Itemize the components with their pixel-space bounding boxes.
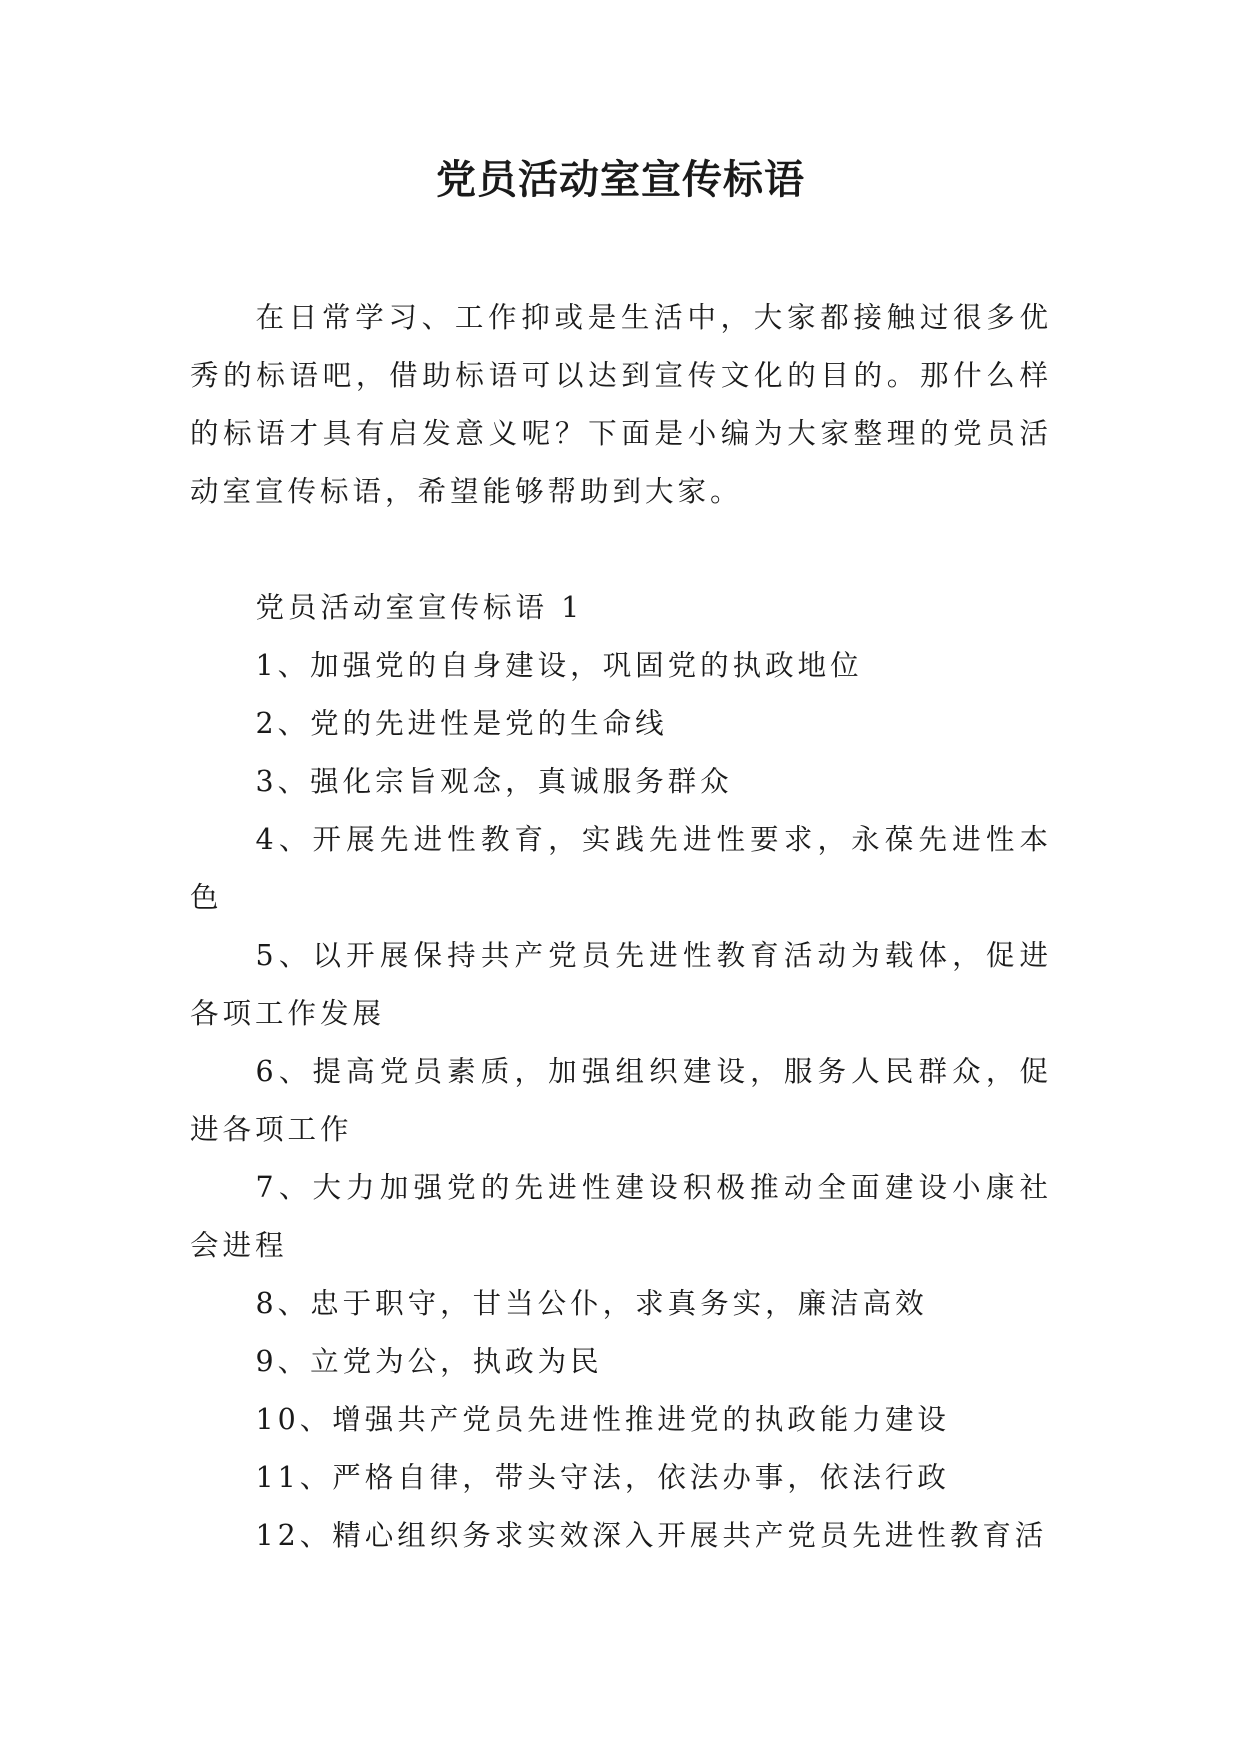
document-body [190,289,1052,1565]
list-item: 9、立党为公，执政为民 [255,1345,603,1378]
list-item: 3、强化宗旨观念，真诚服务群众 [255,765,733,798]
list-item: 6、提高党员素质，加强组织建设，服务人民群众，促进各项工作 [190,1055,1052,1146]
list-item: 1、加强党的自身建设，巩固党的执政地位 [255,649,863,682]
list-item: 7、大力加强党的先进性建设积极推动全面建设小康社会进程 [190,1171,1052,1262]
paragraph-spacer [190,521,1052,579]
list-item: 2、党的先进性是党的生命线 [255,707,668,740]
list-item: 4、开展先进性教育，实践先进性要求，永葆先进性本色 [190,823,1052,914]
list-item: 11、严格自律，带头守法，依法办事，依法行政 [255,1461,950,1494]
section-heading: 党员活动室宣传标语 1 [255,591,584,624]
list-item: 5、以开展保持共产党员先进性教育活动为载体，促进各项工作发展 [190,939,1052,1030]
list-item: 10、增强共产党员先进性推进党的执政能力建设 [255,1403,950,1436]
intro-paragraph: 在日常学习、工作抑或是生活中，大家都接触过很多优秀的标语吧，借助标语可以达到宣传文化的目的。那什么样的标语才具有启发意义呢？下面是小编为大家整理的党员活动室宣传标语，希望能够帮助到大家。 [190,301,1052,508]
list-item: 12、精心组织务求实效深入开展共产党员先进性教育活 [255,1519,1048,1552]
page-title: 党员活动室宣传标语 [436,156,805,203]
list-item: 8、忠于职守，甘当公仆，求真务实，廉洁高效 [255,1287,928,1320]
